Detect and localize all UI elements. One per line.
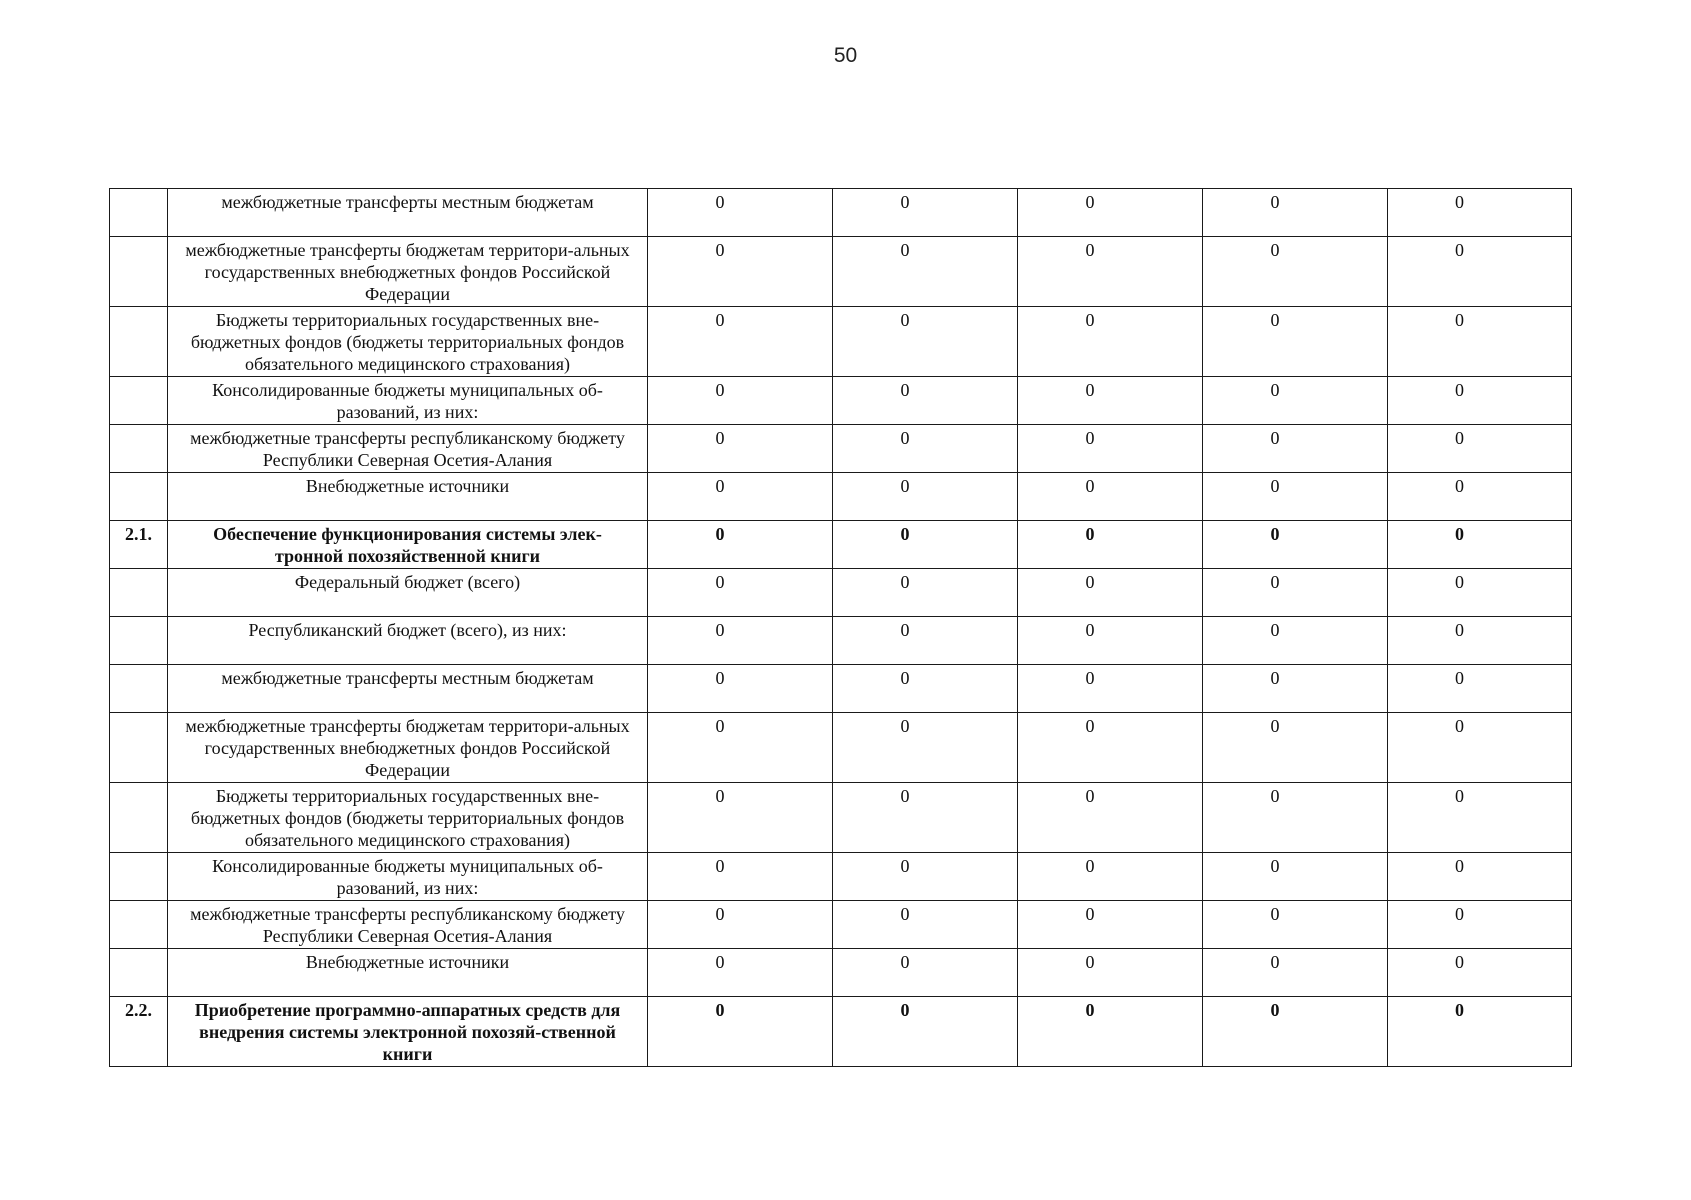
- table-row: [110, 901, 1572, 949]
- row-number: [110, 949, 168, 997]
- value-cell: 0: [833, 853, 1018, 901]
- value-cell: 0: [1388, 665, 1572, 713]
- row-label: Внебюджетные источники: [168, 949, 648, 997]
- row-number: [110, 901, 168, 949]
- value-cell: 0: [648, 901, 833, 949]
- value-cell: 0: [833, 425, 1018, 473]
- value-cell: 0: [1018, 853, 1203, 901]
- value-cell: 0: [1388, 901, 1572, 949]
- value-cell: 0: [1203, 425, 1388, 473]
- table-row: [110, 569, 1572, 617]
- value-cell: 0: [833, 521, 1018, 569]
- value-cell: 0: [1388, 473, 1572, 521]
- value-cell: 0: [648, 997, 833, 1067]
- table-row: [110, 997, 1572, 1067]
- value-cell: 0: [1203, 665, 1388, 713]
- value-cell: 0: [1203, 569, 1388, 617]
- value-cell: 0: [833, 237, 1018, 307]
- table-row: [110, 189, 1572, 237]
- value-cell: 0: [1018, 783, 1203, 853]
- value-cell: 0: [1203, 377, 1388, 425]
- value-cell: 0: [648, 949, 833, 997]
- table-row: [110, 521, 1572, 569]
- row-label: межбюджетные трансферты местным бюджетам: [168, 189, 648, 237]
- value-cell: 0: [648, 189, 833, 237]
- row-number: [110, 189, 168, 237]
- row-number: [110, 853, 168, 901]
- row-label: межбюджетные трансферты республиканскому бюджету Республики Северная Осетия-Алания: [168, 425, 648, 473]
- row-number: [110, 783, 168, 853]
- value-cell: 0: [1018, 713, 1203, 783]
- value-cell: 0: [833, 307, 1018, 377]
- value-cell: 0: [1203, 473, 1388, 521]
- value-cell: 0: [1203, 853, 1388, 901]
- row-label: межбюджетные трансферты республиканскому бюджету Республики Северная Осетия-Алания: [168, 901, 648, 949]
- row-number: [110, 237, 168, 307]
- table-row: [110, 617, 1572, 665]
- value-cell: 0: [1018, 569, 1203, 617]
- value-cell: 0: [833, 949, 1018, 997]
- row-number: [110, 617, 168, 665]
- value-cell: 0: [1388, 237, 1572, 307]
- value-cell: 0: [833, 665, 1018, 713]
- value-cell: 0: [1388, 425, 1572, 473]
- value-cell: 0: [1018, 307, 1203, 377]
- value-cell: 0: [1203, 997, 1388, 1067]
- value-cell: 0: [648, 713, 833, 783]
- row-label: Республиканский бюджет (всего), из них:: [168, 617, 648, 665]
- value-cell: 0: [1203, 617, 1388, 665]
- value-cell: 0: [1018, 521, 1203, 569]
- row-number: 2.1.: [110, 521, 168, 569]
- row-label: Консолидированные бюджеты муниципальных об-разований, из них:: [168, 853, 648, 901]
- value-cell: 0: [1203, 307, 1388, 377]
- row-number: 2.2.: [110, 997, 168, 1067]
- value-cell: 0: [648, 307, 833, 377]
- value-cell: 0: [1203, 949, 1388, 997]
- value-cell: 0: [833, 473, 1018, 521]
- value-cell: 0: [833, 713, 1018, 783]
- value-cell: 0: [648, 473, 833, 521]
- table-row: [110, 949, 1572, 997]
- value-cell: 0: [1388, 713, 1572, 783]
- table-row: [110, 425, 1572, 473]
- value-cell: 0: [1388, 189, 1572, 237]
- value-cell: 0: [833, 377, 1018, 425]
- value-cell: 0: [1388, 949, 1572, 997]
- value-cell: 0: [1203, 901, 1388, 949]
- value-cell: 0: [1388, 853, 1572, 901]
- value-cell: 0: [648, 237, 833, 307]
- budget-table: [109, 188, 1572, 1067]
- row-number: [110, 665, 168, 713]
- value-cell: 0: [833, 189, 1018, 237]
- value-cell: 0: [648, 569, 833, 617]
- row-label: Бюджеты территориальных государственных вне-бюджетных фондов (бюджеты территориальных фондов обязательного медицинского страхования): [168, 307, 648, 377]
- value-cell: 0: [833, 783, 1018, 853]
- value-cell: 0: [648, 425, 833, 473]
- row-label: Обеспечение функционирования системы элек-тронной похозяйственной книги: [168, 521, 648, 569]
- page-number: 50: [833, 44, 858, 67]
- value-cell: 0: [833, 997, 1018, 1067]
- value-cell: 0: [1203, 783, 1388, 853]
- row-label: Бюджеты территориальных государственных вне-бюджетных фондов (бюджеты территориальных фондов обязательного медицинского страхования): [168, 783, 648, 853]
- value-cell: 0: [1018, 473, 1203, 521]
- table-row: [110, 307, 1572, 377]
- value-cell: 0: [648, 617, 833, 665]
- value-cell: 0: [1203, 521, 1388, 569]
- row-label: межбюджетные трансферты бюджетам территори-альных государственных внебюджетных фондов Российской Федерации: [168, 237, 648, 307]
- value-cell: 0: [1388, 377, 1572, 425]
- value-cell: 0: [1388, 997, 1572, 1067]
- value-cell: 0: [1388, 617, 1572, 665]
- table-row: [110, 665, 1572, 713]
- table-row: [110, 853, 1572, 901]
- row-number: [110, 569, 168, 617]
- table-body: [110, 189, 1572, 1067]
- value-cell: 0: [1203, 189, 1388, 237]
- value-cell: 0: [1018, 189, 1203, 237]
- row-number: [110, 713, 168, 783]
- value-cell: 0: [1018, 665, 1203, 713]
- row-number: [110, 377, 168, 425]
- row-label: Консолидированные бюджеты муниципальных об-разований, из них:: [168, 377, 648, 425]
- row-number: [110, 473, 168, 521]
- value-cell: 0: [648, 377, 833, 425]
- value-cell: 0: [833, 901, 1018, 949]
- table-row: [110, 713, 1572, 783]
- table-row: [110, 783, 1572, 853]
- value-cell: 0: [1018, 997, 1203, 1067]
- value-cell: 0: [1388, 569, 1572, 617]
- row-label: Приобретение программно-аппаратных средств для внедрения системы электронной похозяй-ственной книги: [168, 997, 648, 1067]
- row-number: [110, 425, 168, 473]
- value-cell: 0: [648, 853, 833, 901]
- value-cell: 0: [1388, 521, 1572, 569]
- row-number: [110, 307, 168, 377]
- value-cell: 0: [1018, 237, 1203, 307]
- value-cell: 0: [833, 569, 1018, 617]
- value-cell: 0: [1018, 949, 1203, 997]
- value-cell: 0: [833, 617, 1018, 665]
- table-row: [110, 377, 1572, 425]
- row-label: межбюджетные трансферты местным бюджетам: [168, 665, 648, 713]
- value-cell: 0: [1018, 425, 1203, 473]
- table-row: [110, 237, 1572, 307]
- value-cell: 0: [1388, 307, 1572, 377]
- value-cell: 0: [648, 521, 833, 569]
- value-cell: 0: [1018, 617, 1203, 665]
- value-cell: 0: [1203, 237, 1388, 307]
- row-label: межбюджетные трансферты бюджетам территори-альных государственных внебюджетных фондов Российской Федерации: [168, 713, 648, 783]
- row-label: Внебюджетные источники: [168, 473, 648, 521]
- value-cell: 0: [1203, 713, 1388, 783]
- row-label: Федеральный бюджет (всего): [168, 569, 648, 617]
- value-cell: 0: [1018, 901, 1203, 949]
- value-cell: 0: [648, 665, 833, 713]
- table-row: [110, 473, 1572, 521]
- value-cell: 0: [648, 783, 833, 853]
- value-cell: 0: [1018, 377, 1203, 425]
- value-cell: 0: [1388, 783, 1572, 853]
